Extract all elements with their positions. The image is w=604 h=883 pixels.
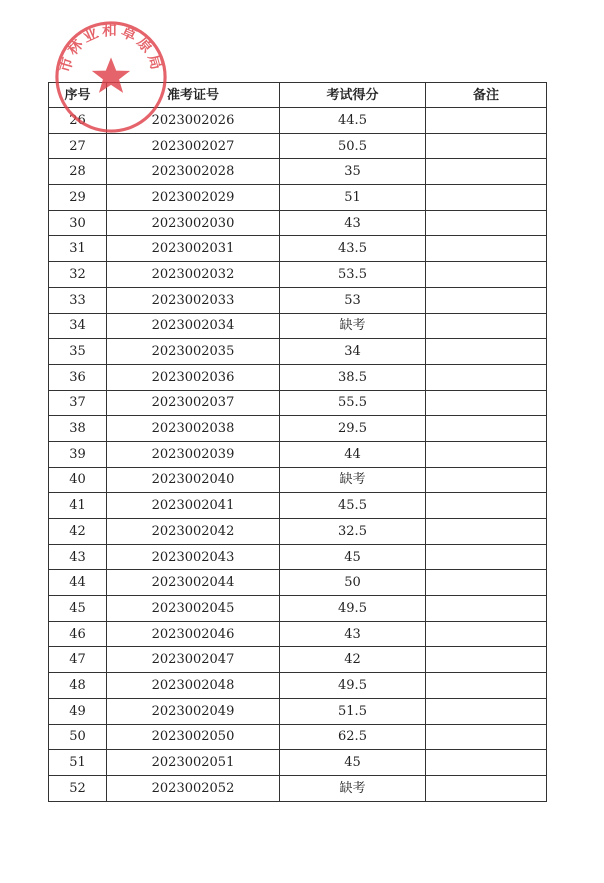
cell-remarks xyxy=(426,673,547,699)
cell-seq: 31 xyxy=(49,236,107,262)
header-exam-id: 准考证号 xyxy=(107,83,280,108)
table-row xyxy=(49,416,547,442)
cell-seq: 40 xyxy=(49,467,107,493)
table-row xyxy=(49,441,547,467)
cell-score: 42 xyxy=(280,647,426,673)
header-score: 考试得分 xyxy=(280,83,426,108)
cell-exam-id: 2023002032 xyxy=(107,262,280,288)
cell-seq: 51 xyxy=(49,750,107,776)
cell-seq: 35 xyxy=(49,339,107,365)
cell-exam-id: 2023002035 xyxy=(107,339,280,365)
table-row xyxy=(49,647,547,673)
cell-score: 55.5 xyxy=(280,390,426,416)
cell-seq: 52 xyxy=(49,775,107,801)
cell-remarks xyxy=(426,262,547,288)
cell-exam-id: 2023002026 xyxy=(107,108,280,134)
table-row xyxy=(49,698,547,724)
cell-remarks xyxy=(426,287,547,313)
cell-exam-id: 2023002040 xyxy=(107,467,280,493)
cell-score: 62.5 xyxy=(280,724,426,750)
table-row xyxy=(49,621,547,647)
cell-seq: 34 xyxy=(49,313,107,339)
cell-score: 51 xyxy=(280,185,426,211)
cell-exam-id: 2023002028 xyxy=(107,159,280,185)
cell-exam-id: 2023002045 xyxy=(107,596,280,622)
cell-remarks xyxy=(426,416,547,442)
cell-exam-id: 2023002047 xyxy=(107,647,280,673)
table-row xyxy=(49,313,547,339)
cell-score: 50 xyxy=(280,570,426,596)
table-row xyxy=(49,493,547,519)
table-row xyxy=(49,236,547,262)
cell-remarks xyxy=(426,596,547,622)
cell-remarks xyxy=(426,313,547,339)
header-remarks: 备注 xyxy=(426,83,547,108)
cell-seq: 26 xyxy=(49,108,107,134)
cell-score: 44 xyxy=(280,441,426,467)
cell-seq: 47 xyxy=(49,647,107,673)
cell-score: 35 xyxy=(280,159,426,185)
cell-seq: 49 xyxy=(49,698,107,724)
cell-score: 43 xyxy=(280,621,426,647)
table-row xyxy=(49,596,547,622)
cell-exam-id: 2023002037 xyxy=(107,390,280,416)
cell-exam-id: 2023002050 xyxy=(107,724,280,750)
cell-remarks xyxy=(426,621,547,647)
table-header-row xyxy=(49,83,547,108)
table-row xyxy=(49,390,547,416)
cell-exam-id: 2023002044 xyxy=(107,570,280,596)
table-row xyxy=(49,262,547,288)
table-row xyxy=(49,750,547,776)
cell-score: 45 xyxy=(280,544,426,570)
cell-exam-id: 2023002048 xyxy=(107,673,280,699)
cell-remarks xyxy=(426,441,547,467)
cell-score: 45.5 xyxy=(280,493,426,519)
cell-exam-id: 2023002041 xyxy=(107,493,280,519)
cell-remarks xyxy=(426,775,547,801)
cell-score: 缺考 xyxy=(280,775,426,801)
cell-exam-id: 2023002027 xyxy=(107,133,280,159)
cell-seq: 43 xyxy=(49,544,107,570)
cell-score: 缺考 xyxy=(280,313,426,339)
cell-seq: 46 xyxy=(49,621,107,647)
cell-exam-id: 2023002038 xyxy=(107,416,280,442)
cell-score: 43.5 xyxy=(280,236,426,262)
cell-exam-id: 2023002030 xyxy=(107,210,280,236)
cell-seq: 28 xyxy=(49,159,107,185)
cell-score: 缺考 xyxy=(280,467,426,493)
table-row xyxy=(49,364,547,390)
cell-score: 38.5 xyxy=(280,364,426,390)
table-row xyxy=(49,673,547,699)
table-row xyxy=(49,159,547,185)
cell-score: 44.5 xyxy=(280,108,426,134)
cell-score: 53.5 xyxy=(280,262,426,288)
cell-exam-id: 2023002046 xyxy=(107,621,280,647)
cell-score: 49.5 xyxy=(280,673,426,699)
cell-remarks xyxy=(426,724,547,750)
table-row xyxy=(49,519,547,545)
cell-seq: 50 xyxy=(49,724,107,750)
header-seq: 序号 xyxy=(49,83,107,108)
cell-remarks xyxy=(426,339,547,365)
cell-seq: 42 xyxy=(49,519,107,545)
cell-score: 29.5 xyxy=(280,416,426,442)
score-table xyxy=(48,82,547,802)
cell-remarks xyxy=(426,750,547,776)
cell-exam-id: 2023002042 xyxy=(107,519,280,545)
table-row xyxy=(49,108,547,134)
cell-score: 50.5 xyxy=(280,133,426,159)
cell-remarks xyxy=(426,133,547,159)
table-row xyxy=(49,210,547,236)
cell-seq: 27 xyxy=(49,133,107,159)
cell-exam-id: 2023002034 xyxy=(107,313,280,339)
cell-exam-id: 2023002033 xyxy=(107,287,280,313)
cell-score: 43 xyxy=(280,210,426,236)
table-row xyxy=(49,724,547,750)
table-row xyxy=(49,133,547,159)
cell-score: 32.5 xyxy=(280,519,426,545)
cell-remarks xyxy=(426,159,547,185)
table-row xyxy=(49,570,547,596)
table-row xyxy=(49,185,547,211)
cell-exam-id: 2023002031 xyxy=(107,236,280,262)
cell-remarks xyxy=(426,519,547,545)
cell-seq: 48 xyxy=(49,673,107,699)
table-row xyxy=(49,339,547,365)
cell-exam-id: 2023002029 xyxy=(107,185,280,211)
cell-remarks xyxy=(426,467,547,493)
cell-exam-id: 2023002043 xyxy=(107,544,280,570)
table-row xyxy=(49,467,547,493)
cell-seq: 33 xyxy=(49,287,107,313)
cell-remarks xyxy=(426,647,547,673)
cell-remarks xyxy=(426,364,547,390)
cell-score: 49.5 xyxy=(280,596,426,622)
table-row xyxy=(49,775,547,801)
cell-seq: 45 xyxy=(49,596,107,622)
cell-seq: 29 xyxy=(49,185,107,211)
cell-score: 34 xyxy=(280,339,426,365)
cell-seq: 36 xyxy=(49,364,107,390)
cell-remarks xyxy=(426,570,547,596)
cell-seq: 32 xyxy=(49,262,107,288)
seal-text: 市林业和草原局 xyxy=(56,21,166,75)
cell-remarks xyxy=(426,185,547,211)
cell-remarks xyxy=(426,493,547,519)
cell-seq: 39 xyxy=(49,441,107,467)
cell-score: 53 xyxy=(280,287,426,313)
cell-exam-id: 2023002051 xyxy=(107,750,280,776)
cell-score: 51.5 xyxy=(280,698,426,724)
cell-remarks xyxy=(426,236,547,262)
cell-seq: 41 xyxy=(49,493,107,519)
cell-score: 45 xyxy=(280,750,426,776)
cell-exam-id: 2023002049 xyxy=(107,698,280,724)
cell-seq: 38 xyxy=(49,416,107,442)
cell-seq: 37 xyxy=(49,390,107,416)
cell-exam-id: 2023002039 xyxy=(107,441,280,467)
cell-seq: 44 xyxy=(49,570,107,596)
cell-remarks xyxy=(426,108,547,134)
cell-exam-id: 2023002052 xyxy=(107,775,280,801)
cell-remarks xyxy=(426,390,547,416)
cell-remarks xyxy=(426,544,547,570)
table-row xyxy=(49,544,547,570)
cell-remarks xyxy=(426,698,547,724)
cell-exam-id: 2023002036 xyxy=(107,364,280,390)
cell-seq: 30 xyxy=(49,210,107,236)
table-row xyxy=(49,287,547,313)
cell-remarks xyxy=(426,210,547,236)
